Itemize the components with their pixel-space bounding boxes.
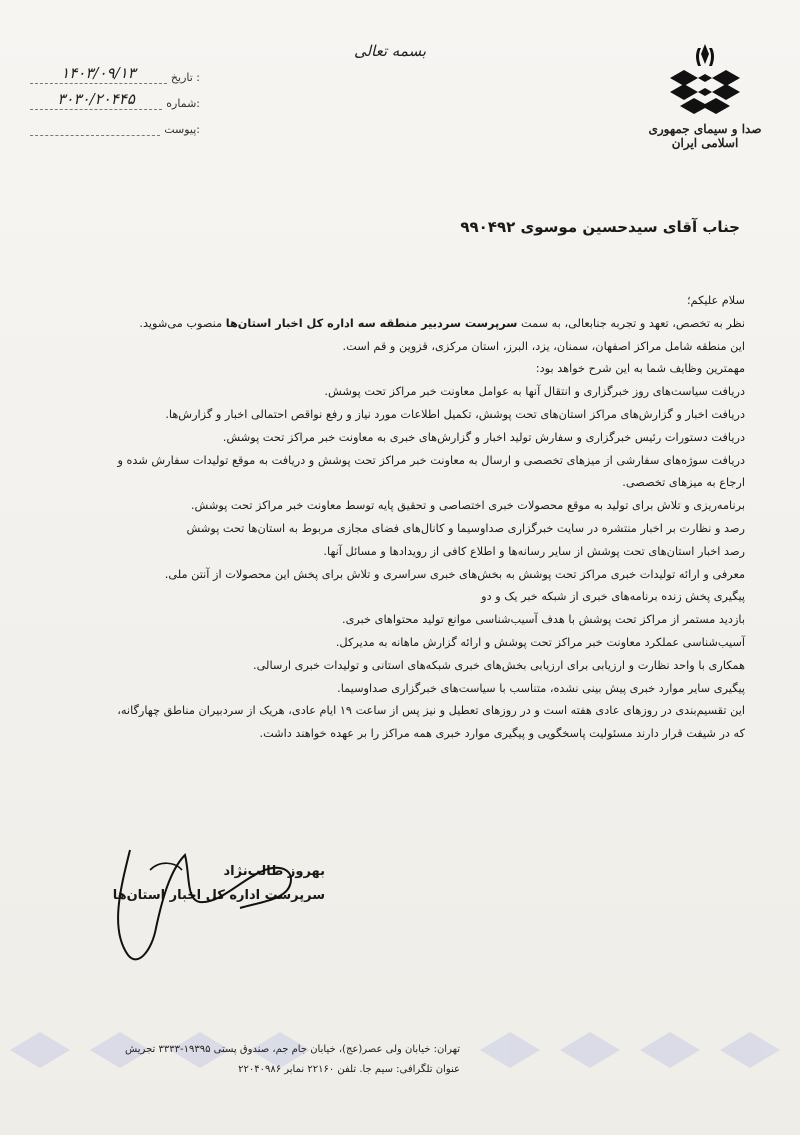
body-line: مهمترین وظایف شما به این شرح خواهد بود: <box>535 362 745 376</box>
salutation: سلام علیکم؛ <box>686 294 745 307</box>
duty-line: رصد و نظارت بر اخبار منتشره در سایت خبرگزاری صداوسیما و کانال‌های فضای مجازی مربوط به استان‌ها تحت پوشش <box>186 521 745 535</box>
number-row <box>30 84 200 110</box>
duty-line: دریافت سیاست‌های روز خبرگزاری و انتقال آنها به عوامل معاونت خبر مراکز تحت پوشش. <box>324 385 745 399</box>
date-value: ۱۴۰۳/۰۹/۱۳ <box>30 64 167 84</box>
bismillah-heading: بسمه تعالی <box>353 42 427 60</box>
letter-meta <box>30 58 200 136</box>
date-row <box>30 58 200 84</box>
attachment-value <box>30 116 160 136</box>
closing-line: این تقسیم‌بندی در روزهای عادی هفته است و در روزهای تعطیل و نیز پس از ساعت ۱۹ ایام عادی، هریک از سردبیران مناطق چهارگانه، <box>117 704 745 718</box>
attachment-row <box>30 110 200 136</box>
duty-line: رصد اخبار استان‌های تحت پوشش از سایر رسانه‌ها و اطلاع کافی از رویدادها و مسائل آنها. <box>323 544 745 558</box>
footer-address-block <box>40 1040 460 1080</box>
duty-line: برنامه‌ریزی و تلاش برای تولید به موقع محصولات خبری اختصاصی و تحقیق پایه توسط معاونت خبر مراکز تحت پوشش. <box>190 499 745 513</box>
duty-line: دریافت اخبار و گزارش‌های مراکز استان‌های تحت پوشش، تکمیل اطلاعات مورد نیاز و رفع نواقص احتمالی اخبار و گزارش‌ها. <box>165 407 745 421</box>
duty-line: آسیب‌شناسی عملکرد معاونت خبر مراکز تحت پوشش و ارائه گزارش ماهانه به مدیرکل. <box>335 635 745 649</box>
footer-address: تهران: خیابان ولی عصر(عج)، خیابان جام جم، صندوق پستی ۱۹۳۹۵-۳۳۳۳ تجریش <box>125 1044 460 1055</box>
appointment-title-emphasis: سرپرست سردبیر منطقه سه اداره کل اخبار استان‌ها <box>225 316 518 330</box>
org-name: صدا و سیمای جمهوری اسلامی ایران <box>648 122 762 150</box>
signer-name: بهروز طالب‌نژاد <box>223 864 325 879</box>
letter-body <box>45 290 745 746</box>
recipient-line: جناب آقای سیدحسین موسوی ۹۹۰۴۹۲ <box>460 218 740 236</box>
body-line: نظر به تخصص، تعهد و تجربه جنابعالی، به سمت سرپرست سردبیر منطقه سه اداره کل اخبار استان‌ها منصوب می‌شوید. <box>139 316 745 330</box>
org-logo <box>630 40 780 150</box>
number-label: :شماره <box>166 97 200 110</box>
signer-title: سرپرست اداره کل اخبار استان‌ها <box>112 888 325 903</box>
duty-line: پیگیری پخش زنده برنامه‌های خبری از شبکه خبر یک و دو <box>481 590 745 604</box>
duty-line: همکاری با واحد نظارت و ارزیابی برای ارزیابی بخش‌های خبری شبکه‌های استانی و تولیدات خبری ارسالی. <box>253 658 745 672</box>
date-label: : تاریخ <box>170 71 200 84</box>
irib-emblem-icon <box>650 40 760 120</box>
body-line: این منطقه شامل مراکز اصفهان، سمنان، یزد، البرز، استان مرکزی، قزوین و قم است. <box>342 339 745 353</box>
closing-line: که در شیفت قرار دارند مسئولیت پاسخگویی و پیگیری موارد خبری همه مراکز را بر عهده خواهند داشت. <box>259 727 745 741</box>
footer-telegraph: عنوان تلگرافی: سیم جا. تلفن ۲۲۱۶۰ نمابر ۲۲۰۴۰۹۸۶ <box>238 1064 460 1075</box>
duty-line: بازدید مستمر از مراکز تحت پوشش با هدف آسیب‌شناسی موانع تولید محتواهای خبری. <box>341 613 745 627</box>
attachment-label: :پیوست <box>164 123 200 136</box>
duty-line: ارجاع به میزهای تخصصی. <box>622 476 745 490</box>
signature-block <box>105 860 325 908</box>
duty-line: دریافت سوژه‌های سفارشی از میزهای تخصصی و ارسال به معاونت خبر مراکز تحت پوشش و دریافت به موقع تولیدات سفارش شده و <box>117 453 745 467</box>
duty-line: معرفی و ارائه تولیدات خبری مراکز تحت پوشش به بخش‌های خبری سراسری و تلاش برای پخش این محصولات از آنتن ملی. <box>164 567 745 581</box>
handwritten-signature <box>90 830 320 980</box>
duty-line: پیگیری سایر موارد خبری پیش بینی نشده، متناسب با سیاست‌های خبرگزاری صداوسیما. <box>337 681 745 695</box>
duty-line: دریافت دستورات رئیس خبرگزاری و سفارش تولید اخبار و گزارش‌های خبری به معاونت خبر مراکز تحت پوشش. <box>222 430 745 444</box>
number-value: ۳۰۳۰/۲۰۴۴۵ <box>30 90 162 110</box>
